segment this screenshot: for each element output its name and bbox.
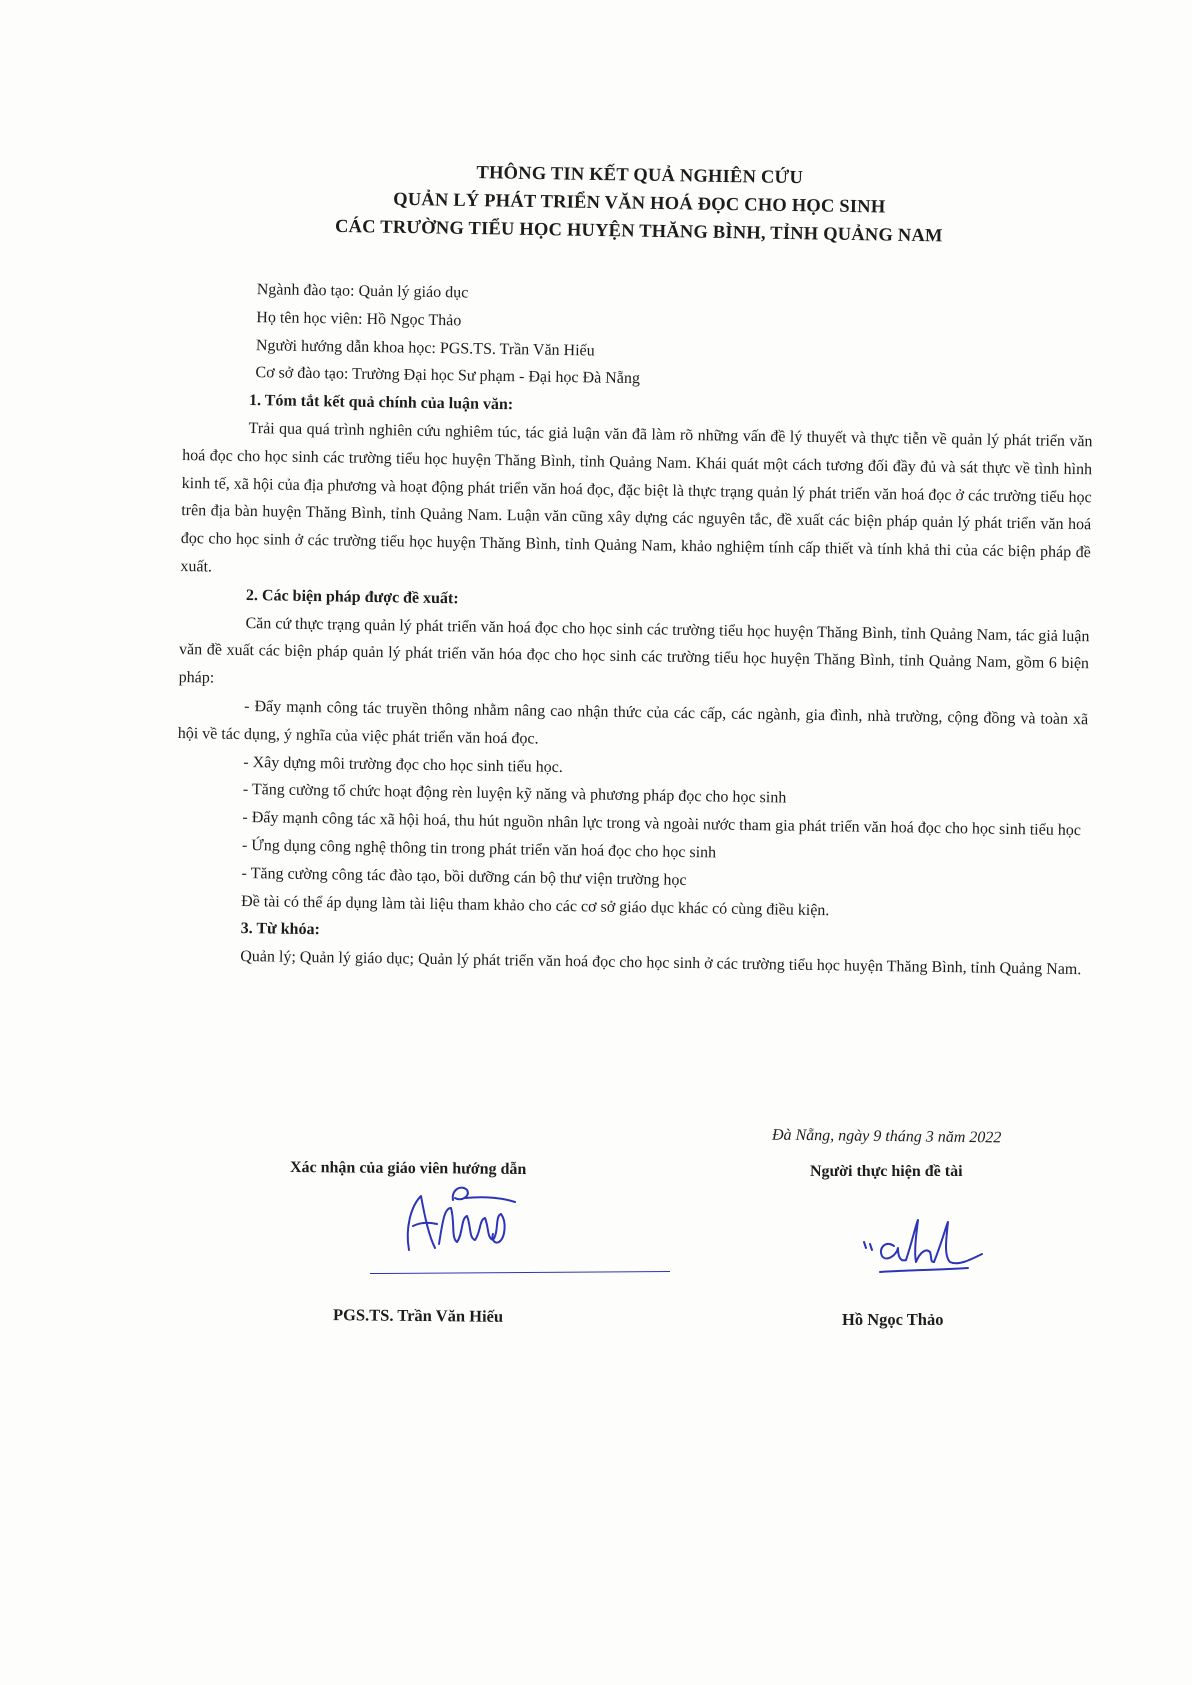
section-2-closing: Đề tài có thể áp dụng làm tài liệu tham khảo cho các cơ sở giáo dục khác có cùng điều kiện. bbox=[241, 892, 830, 919]
title-line-3: CÁC TRƯỜNG TIỂU HỌC HUYỆN THĂNG BÌNH, TỈNH QUẢNG NAM bbox=[334, 216, 943, 247]
measure-item-2: - Xây dựng môi trường đọc cho học sinh tiểu học. bbox=[243, 753, 563, 776]
info-advisor: Người hướng dẫn khoa học: PGS.TS. Trần Văn Hiếu bbox=[255, 336, 595, 360]
section-1-heading: 1. Tóm tắt kết quả chính của luận văn: bbox=[248, 392, 514, 414]
author-signature-image bbox=[858, 1212, 988, 1278]
title-line-2: QUẢN LÝ PHÁT TRIỂN VĂN HOÁ ĐỌC CHO HỌC SINH bbox=[393, 189, 886, 218]
author-name: Hồ Ngọc Thảo bbox=[842, 1310, 944, 1329]
advisor-signature-underline bbox=[370, 1271, 670, 1274]
section-2-intro: Căn cứ thực trạng quản lý phát triển văn hoá đọc cho học sinh các trường tiểu học huyện Thăng Bình, tỉnh Quảng Nam, tác giả luận văn đề xuất các biện pháp quản lý phát triển văn hóa đọc cho học sinh các trường tiểu học huyện Thăng Bình, tỉnh Quảng Nam, gồm 6 biện pháp: bbox=[178, 614, 1090, 687]
date-line: Đà Nẵng, ngày 9 tháng 3 năm 2022 bbox=[771, 1126, 1002, 1147]
advisor-name: PGS.TS. Trần Văn Hiếu bbox=[332, 1305, 504, 1326]
info-student: Họ tên học viên: Hồ Ngọc Thảo bbox=[256, 308, 462, 330]
info-major: Ngành đào tạo: Quản lý giáo dục bbox=[256, 281, 469, 302]
advisor-signature-image bbox=[395, 1178, 555, 1258]
section-2-heading: 2. Các biện pháp được đề xuất: bbox=[245, 586, 459, 608]
measure-item-4: - Đẩy mạnh công tác xã hội hoá, thu hút nguồn nhân lực trong và ngoài nước tham gia phát triển văn hoá đọc cho học sinh tiểu học bbox=[242, 809, 1081, 840]
info-institution: Cơ sở đào tạo: Trường Đại học Sư phạm - Đại học Đà Nẵng bbox=[255, 364, 641, 388]
measure-item-5: - Ứng dụng công nghệ thông tin trong phát triển văn hoá đọc cho học sinh bbox=[241, 836, 717, 862]
title-line-1: THÔNG TIN KẾT QUẢ NGHIÊN CỨU bbox=[476, 163, 804, 189]
section-3-heading: 3. Từ khóa: bbox=[240, 920, 320, 939]
measure-item-6: - Tăng cường công tác đào tạo, bồi dưỡng cán bộ thư viện trường học bbox=[241, 864, 687, 889]
section-3-keywords: Quản lý; Quản lý giáo dục; Quản lý phát triển văn hoá đọc cho học sinh ở các trường tiểu học huyện Thăng Bình, tỉnh Quảng Nam. bbox=[240, 948, 1082, 979]
measure-item-1: - Đẩy mạnh công tác truyền thông nhằm nâng cao nhận thức của các cấp, các ngành, gia đình, nhà trường, cộng đồng và toàn xã hội về tác dụng, ý nghĩa của việc phát triển văn hoá đọc. bbox=[177, 697, 1089, 748]
measure-item-3: - Tăng cường tổ chức hoạt động rèn luyện kỹ năng và phương pháp đọc cho học sinh bbox=[242, 781, 787, 807]
section-1-paragraph: Trải qua quá trình nghiên cứu nghiêm túc, tác giả luận văn đã làm rõ những vấn đề lý thuyết và thực tiễn về quản lý phát triển văn hoá đọc cho học sinh các trường tiểu học huyện Thăng Bình, tỉnh Quảng Nam. Khái quát một cách tương đối đầy đủ và sát thực về tình hình kinh tế, xã hội của địa phương và hoạt động phát triển văn hoá đọc, đặc biệt là thực trạng quản lý phát triển văn hoá đọc ở các trường tiểu học trên địa bàn huyện Thăng Bình, tỉnh Quảng Nam. Luận văn cũng xây dựng các nguyên tắc, đề xuất các biện pháp quản lý phát triển văn hoá đọc cho học sinh ở các trường tiểu học huyện Thăng Bình, tỉnh Quảng Nam, khảo nghiệm tính cấp thiết và tính khả thi của các biện pháp đề xuất. bbox=[180, 420, 1093, 576]
advisor-confirmation-heading: Xác nhận của giáo viên hướng dẫn bbox=[289, 1158, 527, 1179]
author-heading: Người thực hiện đề tài bbox=[810, 1163, 963, 1180]
